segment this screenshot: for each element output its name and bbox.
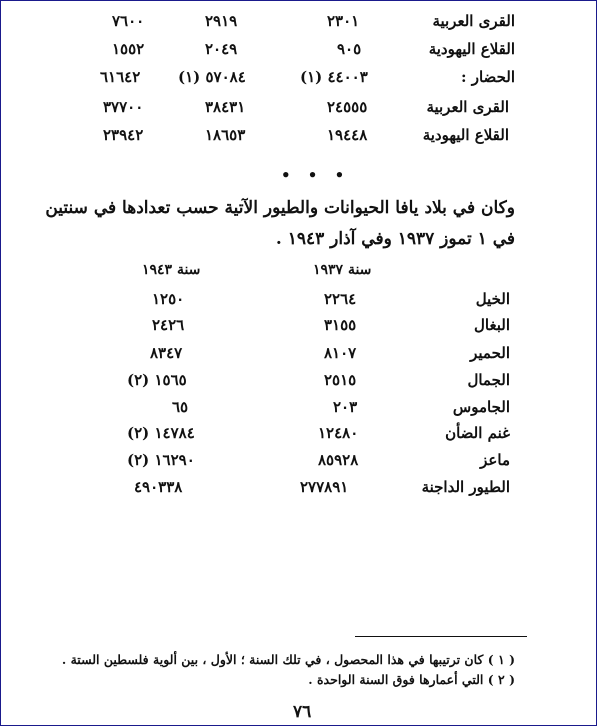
livestock-value-1943: ٦٥	[172, 398, 189, 416]
livestock-name: البغال	[474, 316, 510, 334]
page-number: ٧٦	[293, 702, 312, 722]
livestock-value-1937: ٢٥١٥	[324, 371, 357, 389]
livestock-name: الخيل	[475, 290, 510, 308]
table-cell: ٢٠٤٩	[205, 40, 238, 58]
livestock-value-1943: ١٦٢٩٠ (٢)	[127, 451, 195, 469]
livestock-value-1937: ٨١٠٧	[324, 344, 357, 362]
livestock-name: غنم الضأن	[445, 424, 510, 442]
livestock-name: ماعز	[480, 451, 510, 469]
table-row-label: الحضار :	[460, 68, 515, 86]
livestock-value-1937: ٢٠٣	[333, 398, 358, 416]
table-cell: ١٥٥٢	[112, 40, 145, 58]
table-cell: ٦١٦٤٢	[100, 68, 141, 86]
footnote-1: ( ١ ) كان ترتيبها في هذا المحصول ، في تلك السنة ؛ الأول ، بين ألوية فلسطين الستة .	[61, 652, 515, 667]
table-cell: ٢٤٥٥٥	[327, 98, 368, 116]
livestock-value-1943: ١٥٦٥ (٢)	[127, 371, 187, 389]
table-cell: ١٨٦٥٣	[205, 126, 246, 144]
table-cell: ٣٧٧٠٠	[103, 98, 144, 116]
paragraph-line: وكان في بلاد يافا الحيوانات والطيور الآتية حسب تعدادها في سنتين	[45, 198, 515, 218]
livestock-value-1943: ١٢٥٠	[152, 290, 185, 308]
livestock-name: الطيور الداجنة	[421, 478, 510, 496]
table-cell: ٣٨٤٣١	[205, 98, 246, 116]
livestock-name: الجاموس	[452, 398, 510, 416]
table-cell: ٧٦٠٠	[112, 12, 145, 30]
livestock-value-1937: ٨٥٩٢٨	[318, 451, 359, 469]
table-row-label: القلاع اليهودية	[428, 40, 515, 58]
table-row-label: القرى العربية	[432, 12, 515, 30]
livestock-value-1943: ٢٤٢٦	[152, 316, 185, 334]
table-cell: ٤٤٠٠٣ (١)	[300, 68, 368, 86]
table-cell: ٢٩١٩	[205, 12, 238, 30]
table-cell: ١٩٤٤٨	[327, 126, 368, 144]
paragraph-line: في ١ تموز ١٩٣٧ وفي آذار ١٩٤٣ .	[275, 229, 515, 249]
footnote-2: ( ٢ ) التي أعمارها فوق السنة الواحدة .	[308, 672, 515, 687]
footnote-rule	[355, 636, 527, 637]
livestock-value-1937: ١٢٤٨٠	[318, 424, 359, 442]
column-header-1937: سنة ١٩٣٧	[313, 262, 372, 278]
livestock-value-1937: ٢٢٦٤	[324, 290, 357, 308]
livestock-value-1937: ٣١٥٥	[324, 316, 357, 334]
table-cell: ٢٣٠١	[327, 12, 360, 30]
table-row-label: القلاع اليهودية	[422, 126, 509, 144]
table-row-label: القرى العربية	[426, 98, 509, 116]
column-header-1943: سنة ١٩٤٣	[142, 262, 201, 278]
table-cell: ٢٣٩٤٢	[103, 126, 144, 144]
section-separator: • • •	[281, 166, 351, 184]
livestock-value-1943: ١٤٧٨٤ (٢)	[127, 424, 195, 442]
livestock-name: الحمير	[470, 344, 510, 362]
table-cell: ٩٠٥	[337, 40, 362, 58]
livestock-value-1937: ٢٧٧٨٩١	[300, 478, 349, 496]
livestock-name: الجمال	[467, 371, 510, 389]
table-cell: ٥٧٠٨٤ (١)	[178, 68, 246, 86]
livestock-value-1943: ٤٩٠٣٣٨	[134, 478, 183, 496]
livestock-value-1943: ٨٣٤٧	[150, 344, 183, 362]
